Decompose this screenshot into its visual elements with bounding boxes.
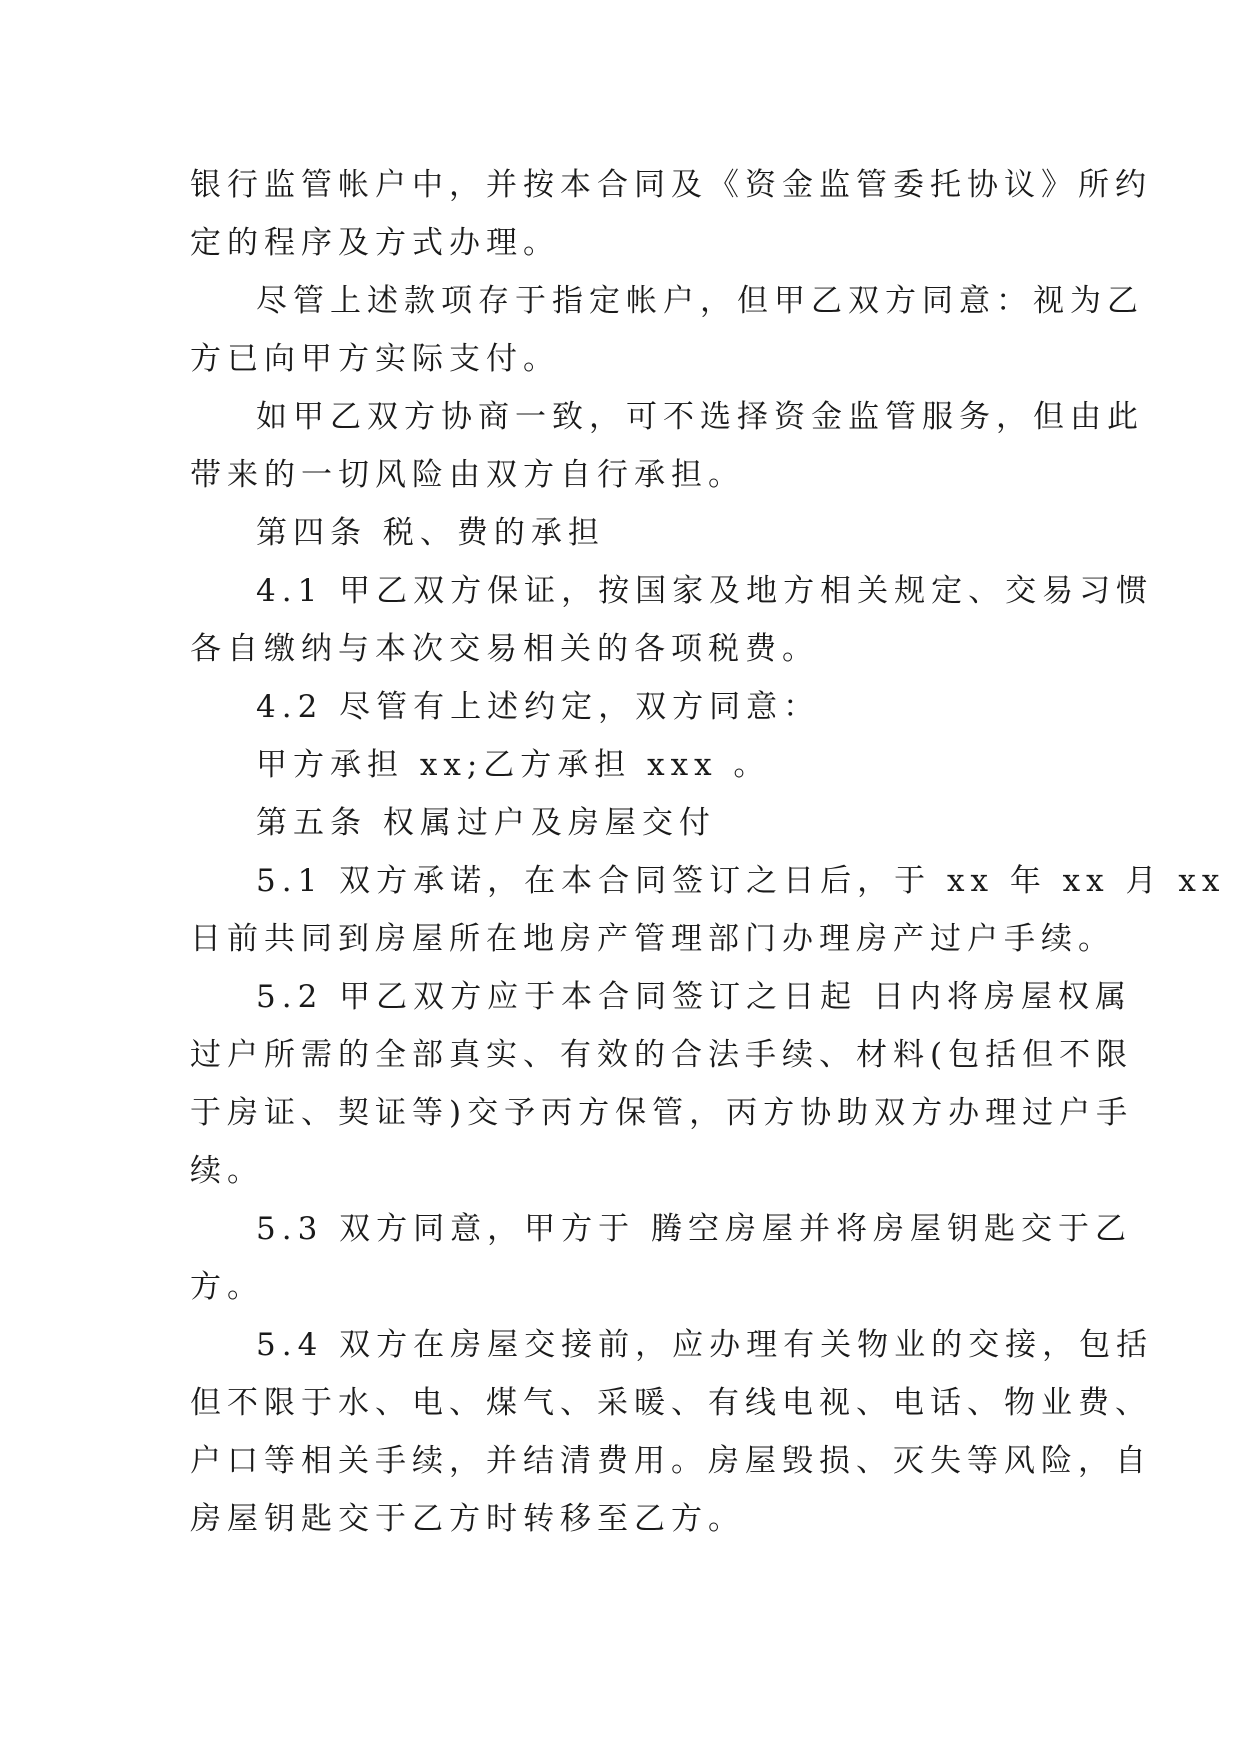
section-heading-article-5: 第五条 权属过户及房屋交付 <box>256 805 716 841</box>
clause-5-1-line-1: 5.1 双方承诺，在本合同签订之日后，于 xx 年 xx 月 xx <box>256 863 1226 899</box>
clause-5-1-line-2: 日前共同到房屋所在地房产管理部门办理房产过户手续。 <box>190 921 1115 957</box>
document-body <box>190 156 1226 1548</box>
text-line-5: 如甲乙双方协商一致，可不选择资金监管服务，但由此 <box>256 399 1144 435</box>
text-line-2: 定的程序及方式办理。 <box>190 225 560 261</box>
clause-5-4-line-1: 5.4 双方在房屋交接前，应办理有关物业的交接，包括 <box>256 1327 1154 1363</box>
clause-5-3-line-1: 5.3 双方同意，甲方于 腾空房屋并将房屋钥匙交于乙 <box>256 1211 1133 1247</box>
clause-4-2: 4.2 尽管有上述约定，双方同意： <box>256 689 821 725</box>
text-line-1: 银行监管帐户中，并按本合同及《资金监管委托协议》所约 <box>190 167 1152 203</box>
text-line-3: 尽管上述款项存于指定帐户，但甲乙双方同意：视为乙 <box>256 283 1144 319</box>
clause-5-4-line-3: 户口等相关手续，并结清费用。房屋毁损、灭失等风险，自 <box>190 1443 1152 1479</box>
clause-4-1-line-2: 各自缴纳与本次交易相关的各项税费。 <box>190 631 819 667</box>
clause-5-4-line-2: 但不限于水、电、煤气、采暖、有线电视、电话、物业费、 <box>190 1385 1152 1421</box>
clause-5-2-line-3: 于房证、契证等)交予丙方保管，丙方协助双方办理过户手 <box>190 1095 1134 1131</box>
text-line-6: 带来的一切风险由双方自行承担。 <box>190 457 745 493</box>
fee-allocation-line: 甲方承担 xx;乙方承担 xxx 。 <box>256 747 771 783</box>
clause-4-1-line-1: 4.1 甲乙双方保证，按国家及地方相关规定、交易习惯 <box>256 573 1154 609</box>
clause-5-4-line-4: 房屋钥匙交于乙方时转移至乙方。 <box>190 1501 745 1537</box>
clause-5-3-line-2: 方。 <box>190 1269 264 1305</box>
text-line-4: 方已向甲方实际支付。 <box>190 341 560 377</box>
clause-5-2-line-4: 续。 <box>190 1153 264 1189</box>
section-heading-article-4: 第四条 税、费的承担 <box>256 515 605 551</box>
clause-5-2-line-2: 过户所需的全部真实、有效的合法手续、材料(包括但不限 <box>190 1037 1134 1073</box>
clause-5-2-line-1: 5.2 甲乙双方应于本合同签订之日起 日内将房屋权属 <box>256 979 1133 1015</box>
